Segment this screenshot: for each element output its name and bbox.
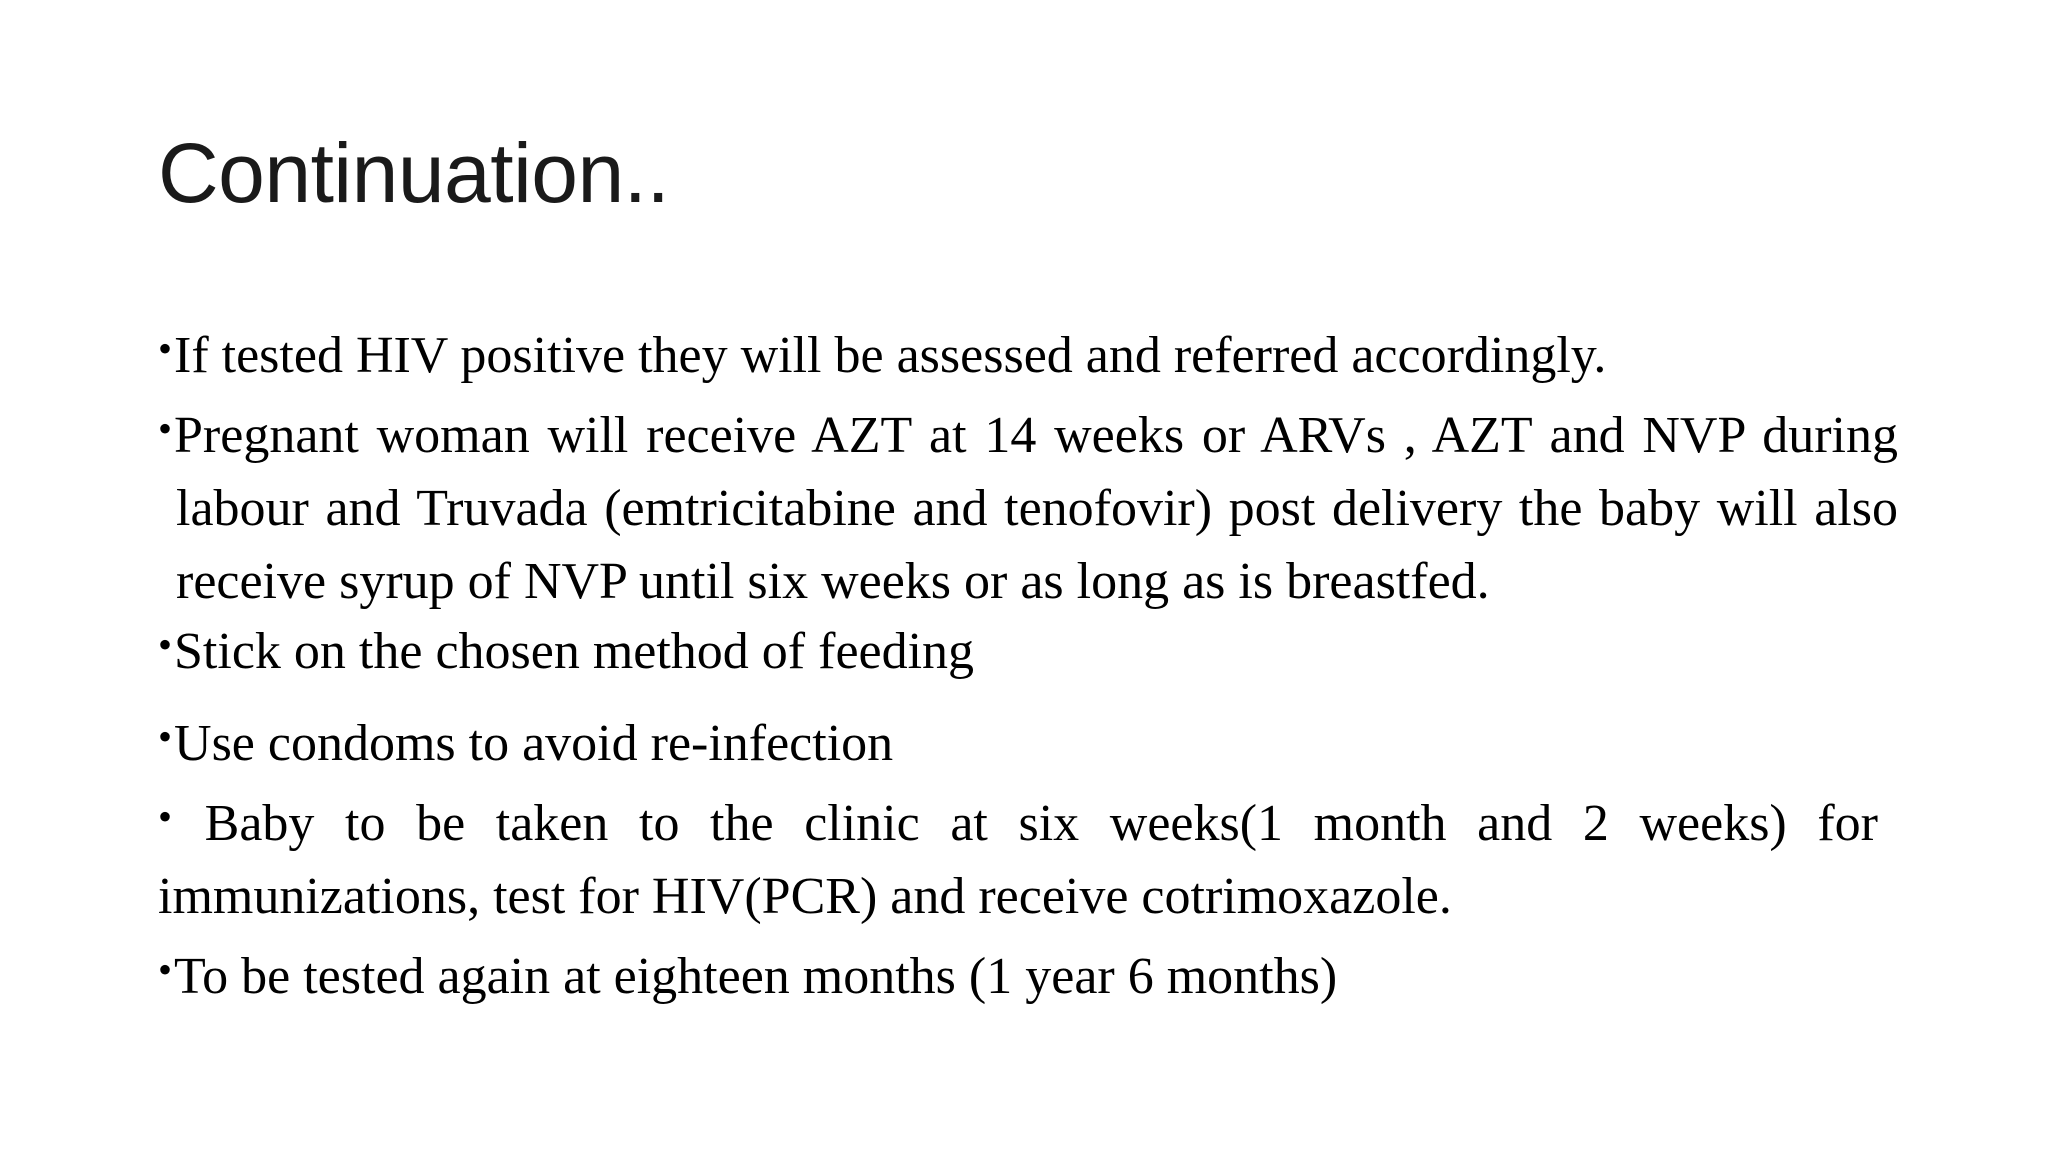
bullet-text: Use condoms to avoid re-infection [174,715,894,772]
bullet-item [158,312,1898,392]
bullet-item [158,780,1878,933]
bullet-dot: • [158,622,173,667]
bullet-item [158,933,1898,1013]
bullet-dot: • [158,326,173,371]
bullet-item [158,700,1898,780]
bullet-dot: • [158,794,173,839]
bullet-text: To be tested again at eighteen months (1 year 6 months) [174,948,1338,1005]
bullet-dot: • [158,714,173,759]
bullet-text: Pregnant woman will receive AZT at 14 weeks or ARVs , AZT and NVP during labour and Truvada (emtricitabine and tenofovir) post delivery the baby will also receive syrup of NVP until six weeks or as long as is breastfed. [174,407,1898,610]
bullet-text: Baby to be taken to the clinic at six weeks(1 month and 2 weeks) for immunizations, test for HIV(PCR) and receive cotrimoxazole. [158,795,1878,925]
bullet-dot: • [158,947,173,992]
slide-body [158,312,1898,1013]
bullet-item [158,392,1898,618]
bullet-text: Stick on the chosen method of feeding [174,623,975,680]
slide-title: Continuation.. [158,126,670,220]
bullet-item [158,608,1898,688]
bullet-dot: • [158,406,173,451]
bullet-text: If tested HIV positive they will be assessed and referred accordingly. [174,327,1607,384]
